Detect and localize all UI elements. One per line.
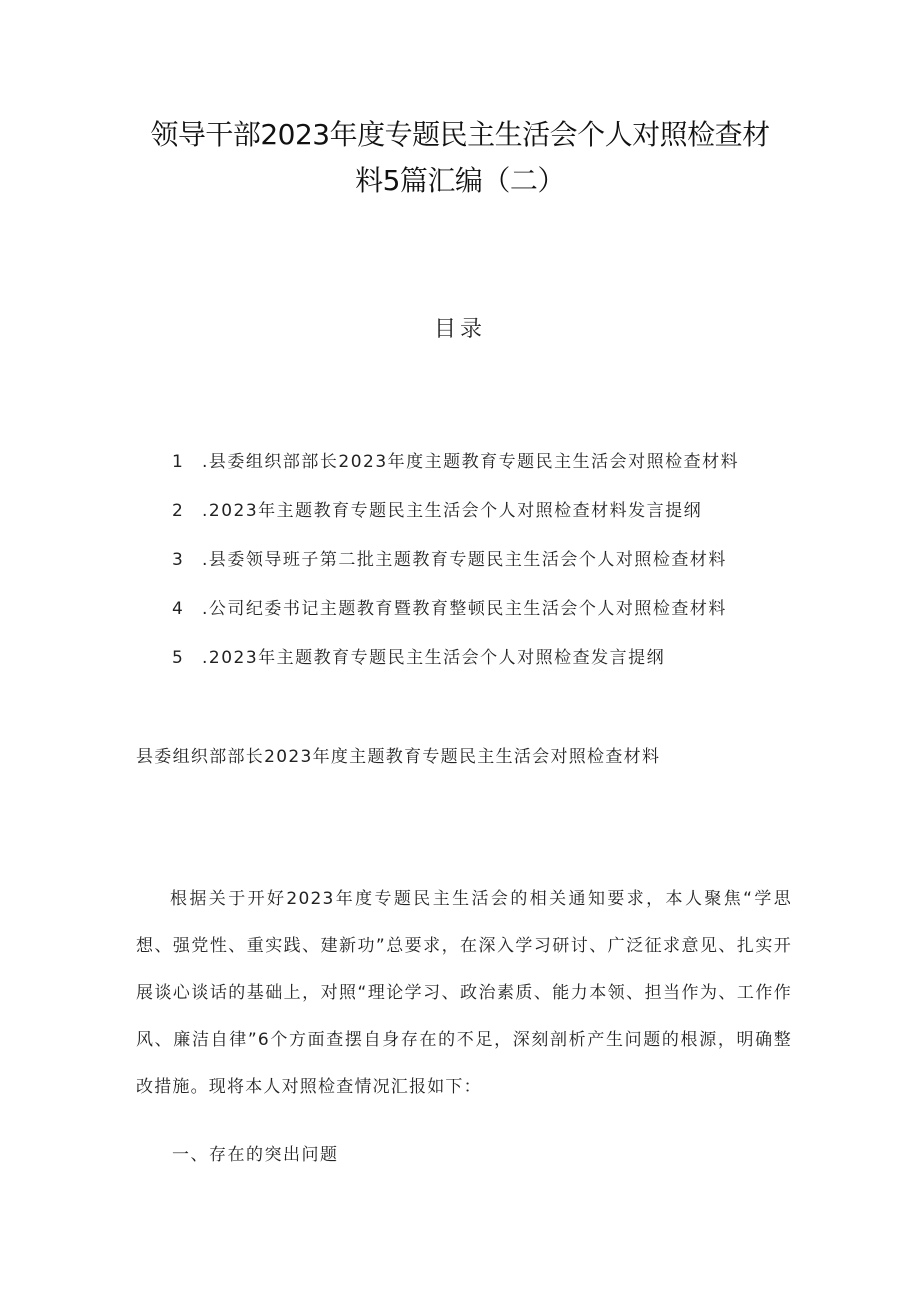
toc-item-number: 2	[172, 501, 185, 521]
toc-item-number: 4	[172, 599, 185, 619]
sub-heading: 一、存在的突出问题	[172, 1145, 339, 1165]
toc-item-1	[172, 448, 739, 497]
toc-item-number: 3	[172, 550, 185, 570]
title-line-1: 领导干部2023年度专题民主生活会个人对照检查材	[150, 118, 770, 151]
toc-item-2	[172, 497, 739, 546]
toc-item-4	[172, 595, 739, 644]
toc-item-text: .县委组织部部长2023年度主题教育专题民主生活会对照检查材料	[202, 452, 740, 472]
toc-item-text: .县委领导班子第二批主题教育专题民主生活会个人对照检查材料	[202, 550, 727, 570]
toc-item-5	[172, 644, 739, 693]
table-of-contents	[172, 448, 739, 693]
toc-item-number: 5	[172, 648, 185, 668]
toc-item-text: .公司纪委书记主题教育暨教育整顿民主生活会个人对照检查材料	[202, 599, 727, 619]
title-line-2: 料5篇汇编（二）	[355, 164, 565, 197]
toc-item-number: 1	[172, 452, 185, 472]
toc-item-text: .2023年主题教育专题民主生活会个人对照检查材料发言提纲	[202, 501, 703, 521]
toc-item-text: .2023年主题教育专题民主生活会个人对照检查发言提纲	[202, 648, 666, 668]
body-paragraph: 根据关于开好2023年度专题民主生活会的相关通知要求，本人聚焦“学思想、强党性、重实践、建新功”总要求，在深入学习研讨、广泛征求意见、扎实开展谈心谈话的基础上，对照“理论学习、政治素质、能力本领、担当作为、工作作风、廉洁自律”6个方面查摆自身存在的不足，深刻剖析产生问题的根源，明确整改措施。现将本人对照检查情况汇报如下：	[136, 889, 792, 1097]
toc-item-3	[172, 546, 739, 595]
toc-heading: 目录	[433, 317, 486, 342]
section-title: 县委组织部部长2023年度主题教育专题民主生活会对照检查材料	[136, 747, 661, 767]
document-title	[0, 112, 920, 204]
